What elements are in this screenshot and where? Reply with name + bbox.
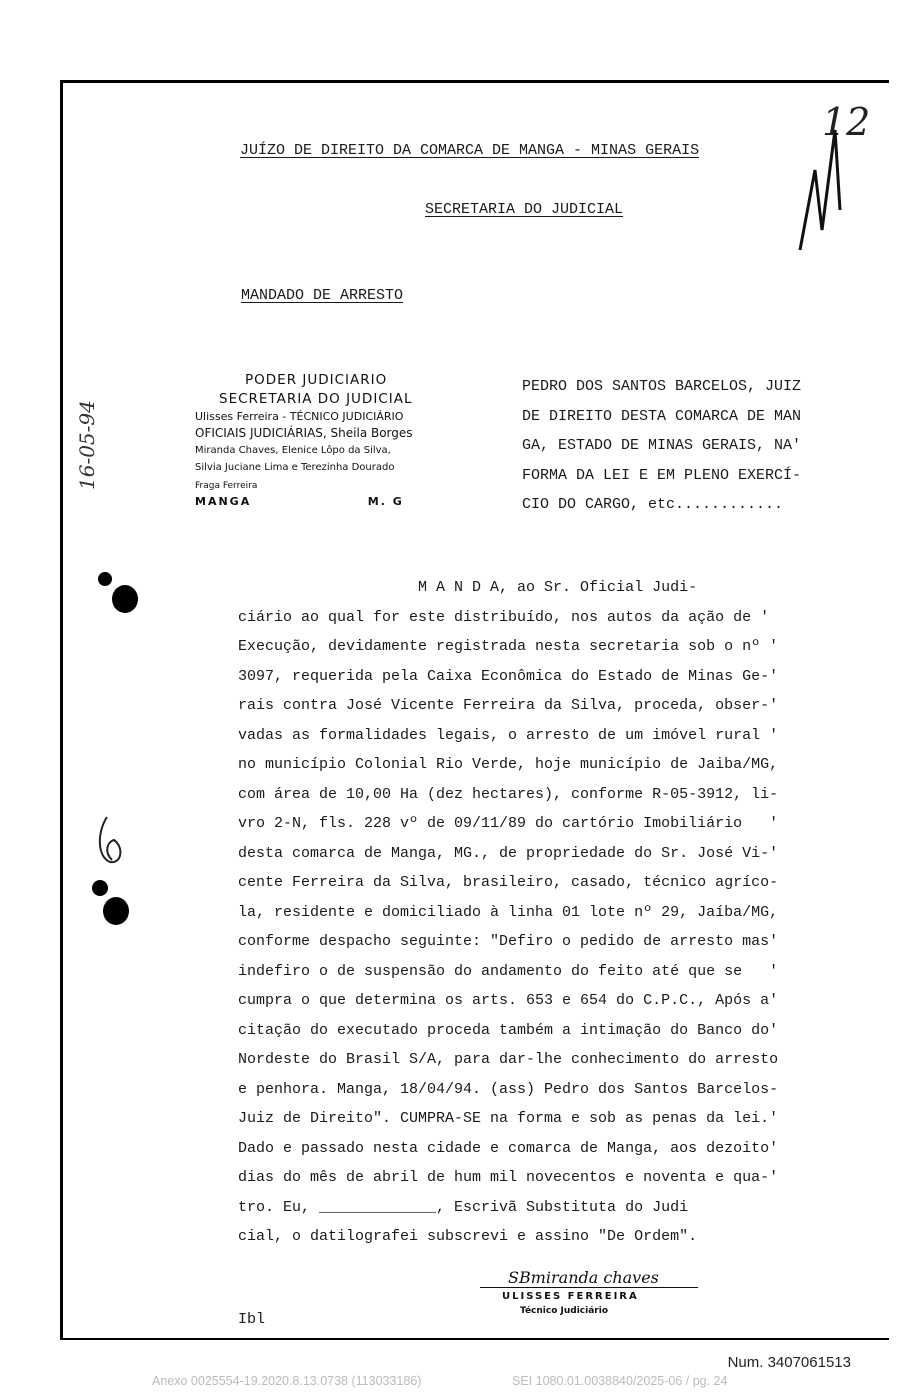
body-line: desta comarca de Manga, MG., de propriedade do Sr. José Vi-' bbox=[238, 844, 779, 862]
body-line: vro 2-N, fls. 228 vº de 09/11/89 do cartório Imobiliário ' bbox=[238, 815, 779, 832]
body-line: vadas as formalidades legais, o arresto de um imóvel rural ' bbox=[238, 726, 779, 744]
judge-line: GA, ESTADO DE MINAS GERAIS, NA' bbox=[522, 437, 802, 454]
judicial-stamp bbox=[195, 372, 460, 508]
stamp-line: SECRETARIA DO JUDICIAL bbox=[219, 391, 413, 407]
punch-hole bbox=[98, 572, 112, 586]
punch-hole bbox=[92, 880, 108, 896]
body-line: e penhora. Manga, 18/04/94. (ass) Pedro dos Santos Barcelos- bbox=[238, 1080, 779, 1098]
body-line: com área de 10,00 Ha (dez hectares), conforme R-05-3912, li- bbox=[238, 785, 779, 803]
judge-block bbox=[522, 372, 801, 520]
signature-block bbox=[480, 1268, 680, 1316]
secretaria-header: SECRETARIA DO JUDICIAL bbox=[425, 201, 624, 218]
stamp-line: PODER JUDICIARIO bbox=[245, 372, 388, 388]
judge-line: CIO DO CARGO, etc............ bbox=[522, 496, 784, 513]
body-line: cumpra o que determina os arts. 653 e 654 do C.P.C., Após a' bbox=[238, 992, 779, 1009]
footer-anexo: Anexo 0025554-19.2020.8.13.0738 (113033186) bbox=[152, 1374, 422, 1388]
body-line: dias do mês de abril de hum mil novecentos e noventa e qua-' bbox=[238, 1169, 779, 1186]
stamp-line: Ulisses Ferreira - TÉCNICO JUDICIÁRIO bbox=[195, 410, 404, 423]
document-title: MANDADO DE ARRESTO bbox=[241, 287, 404, 304]
body-line: Execução, devidamente registrada nesta secretaria sob o nº ' bbox=[238, 638, 779, 655]
signer-name: ULISSES FERREIRA bbox=[502, 1291, 639, 1302]
body-line: no município Colonial Rio Verde, hoje município de Jaiba/MG, bbox=[238, 756, 779, 773]
body-line: M A N D A, ao Sr. Oficial Judi- bbox=[238, 579, 698, 596]
punch-hole bbox=[112, 585, 138, 613]
footer-sei: SEI 1080.01.0038840/2025-06 / pg. 24 bbox=[512, 1374, 728, 1388]
body-line: conforme despacho seguinte: "Defiro o pedido de arresto mas' bbox=[238, 933, 779, 950]
handwritten-initials-mark bbox=[790, 110, 850, 260]
typist-initials: Ibl bbox=[238, 1311, 266, 1328]
body-line: Nordeste do Brasil S/A, para dar-lhe conhecimento do arresto bbox=[238, 1051, 779, 1068]
margin-handwritten-mark bbox=[92, 812, 132, 872]
margin-date-note: 16-05-94 bbox=[75, 400, 99, 490]
body-line: Dado e passado nesta cidade e comarca de Manga, aos dezoito' bbox=[238, 1139, 779, 1157]
body-line: 3097, requerida pela Caixa Econômica do Estado de Minas Ge-' bbox=[238, 667, 779, 685]
judge-line: DE DIREITO DESTA COMARCA DE MAN bbox=[522, 407, 802, 425]
page-number-handwritten: 12 bbox=[822, 100, 871, 144]
body-line: tro. Eu, _____________, Escrivã Substituta do Judi bbox=[238, 1198, 689, 1216]
stamp-line: Fraga Ferreira bbox=[195, 481, 258, 491]
document-number: Num. 3407061513 bbox=[727, 1354, 851, 1371]
stamp-line: OFICIAIS JUDICIÁRIAS, Sheila Borges bbox=[195, 426, 413, 440]
stamp-line: Silvia Juciane Lima e Terezinha Dourado bbox=[195, 462, 395, 473]
body-line: citação do executado proceda também a intimação do Banco do' bbox=[238, 1021, 779, 1039]
stamp-line: Miranda Chaves, Elenice Lôpo da Silva, bbox=[195, 445, 391, 456]
signature-cursive: SBmiranda chaves bbox=[480, 1268, 698, 1288]
punch-hole bbox=[103, 897, 129, 925]
body-line: rais contra José Vicente Ferreira da Silva, proceda, obser-' bbox=[238, 697, 779, 714]
body-line: cente Ferreira da Silva, brasileiro, casado, técnico agríco- bbox=[238, 874, 779, 891]
body-line: cial, o datilografei subscrevi e assino "De Ordem". bbox=[238, 1228, 698, 1245]
judge-line: FORMA DA LEI E EM PLENO EXERCÍ- bbox=[522, 466, 802, 484]
body-line: ciário ao qual for este distribuído, nos autos da ação de ' bbox=[238, 608, 770, 626]
judge-line: PEDRO DOS SANTOS BARCELOS, JUIZ bbox=[522, 378, 802, 395]
court-header: JUÍZO DE DIREITO DA COMARCA DE MANGA - MINAS GERAIS bbox=[240, 142, 700, 159]
body-line: Juiz de Direito". CUMPRA-SE na forma e sob as penas da lei.' bbox=[238, 1110, 779, 1127]
stamp-line: MANGA M. G bbox=[195, 495, 404, 508]
signer-role: Técnico Judiciário bbox=[520, 1306, 609, 1316]
mandate-body bbox=[238, 573, 778, 1252]
body-line: la, residente e domiciliado à linha 01 lote nº 29, Jaíba/MG, bbox=[238, 903, 779, 921]
body-line: indefiro o de suspensão do andamento do feito até que se ' bbox=[238, 962, 779, 980]
